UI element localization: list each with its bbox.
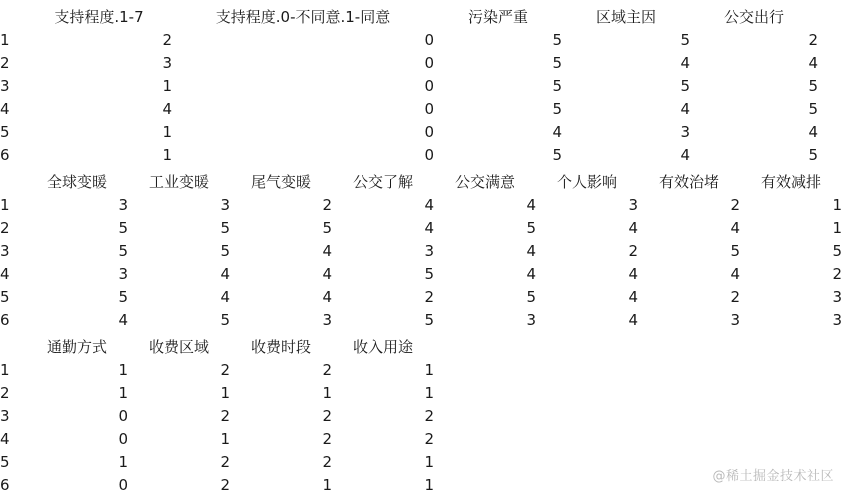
cell: 1 — [424, 384, 434, 402]
cell: 2 — [424, 407, 434, 425]
cell: 2 — [162, 31, 172, 49]
cell: 4 — [220, 288, 230, 306]
cell: 1 — [832, 196, 842, 214]
data-block-1 — [0, 0, 846, 167]
data-table-1 — [0, 6, 818, 167]
table-row — [0, 286, 842, 309]
cell: 5 — [220, 242, 230, 260]
cell: 3 — [730, 311, 740, 329]
cell: 1 — [162, 146, 172, 164]
table-header-row — [0, 171, 842, 194]
cell: 1 — [118, 384, 128, 402]
cell: 5 — [424, 311, 434, 329]
cell: 5 — [730, 242, 740, 260]
table-row — [0, 309, 842, 332]
cell: 0 — [118, 430, 128, 448]
row-index: 6 — [0, 146, 10, 164]
cell: 4 — [730, 219, 740, 237]
cell: 1 — [832, 219, 842, 237]
data-table-2 — [0, 171, 842, 332]
cell: 4 — [808, 54, 818, 72]
cell: 3 — [220, 196, 230, 214]
row-index: 4 — [0, 100, 10, 118]
row-index: 6 — [0, 476, 10, 494]
row-index: 1 — [0, 31, 10, 49]
table-row — [0, 121, 818, 144]
cell: 1 — [162, 77, 172, 95]
cell: 3 — [118, 196, 128, 214]
row-index: 3 — [0, 77, 10, 95]
cell: 4 — [680, 146, 690, 164]
cell: 4 — [526, 265, 536, 283]
row-index: 6 — [0, 311, 10, 329]
cell: 4 — [322, 288, 332, 306]
cell: 4 — [628, 219, 638, 237]
cell: 5 — [118, 242, 128, 260]
cell: 2 — [322, 407, 332, 425]
table-row — [0, 29, 818, 52]
cell: 2 — [424, 288, 434, 306]
cell: 5 — [808, 100, 818, 118]
cell: 1 — [424, 476, 434, 494]
cell: 1 — [322, 476, 332, 494]
row-index: 2 — [0, 54, 10, 72]
table-row — [0, 405, 434, 428]
table-row — [0, 240, 842, 263]
cell: 3 — [680, 123, 690, 141]
row-index: 5 — [0, 123, 10, 141]
column-header-区域主因: 区域主因 — [595, 8, 656, 26]
column-header-全球变暖: 全球变暖 — [46, 173, 107, 191]
table-row — [0, 52, 818, 75]
cell: 2 — [322, 453, 332, 471]
cell: 3 — [832, 311, 842, 329]
cell: 0 — [424, 31, 434, 49]
cell: 1 — [118, 453, 128, 471]
table-row — [0, 382, 434, 405]
cell: 4 — [680, 100, 690, 118]
cell: 5 — [552, 100, 562, 118]
row-index: 1 — [0, 196, 10, 214]
cell: 5 — [680, 31, 690, 49]
cell: 2 — [628, 242, 638, 260]
cell: 1 — [424, 453, 434, 471]
table-row — [0, 451, 434, 474]
cell: 2 — [220, 476, 230, 494]
cell: 5 — [552, 146, 562, 164]
row-index: 1 — [0, 361, 10, 379]
table-row — [0, 144, 818, 167]
table-row — [0, 98, 818, 121]
cell: 5 — [322, 219, 332, 237]
cell: 5 — [118, 288, 128, 306]
cell: 0 — [424, 100, 434, 118]
cell: 4 — [808, 123, 818, 141]
cell: 0 — [424, 77, 434, 95]
cell: 2 — [808, 31, 818, 49]
cell: 1 — [162, 123, 172, 141]
cell: 3 — [322, 311, 332, 329]
table-header-row — [0, 6, 818, 29]
column-header-个人影响: 个人影响 — [556, 173, 617, 191]
cell: 5 — [526, 288, 536, 306]
table-row — [0, 194, 842, 217]
cell: 0 — [424, 54, 434, 72]
cell: 0 — [118, 476, 128, 494]
cell: 2 — [730, 196, 740, 214]
cell: 0 — [424, 146, 434, 164]
cell: 5 — [808, 146, 818, 164]
cell: 5 — [680, 77, 690, 95]
table-row — [0, 75, 818, 98]
data-table-3 — [0, 336, 434, 497]
cell: 2 — [322, 361, 332, 379]
cell: 4 — [118, 311, 128, 329]
cell: 3 — [118, 265, 128, 283]
cell: 5 — [220, 219, 230, 237]
column-header-公交出行: 公交出行 — [723, 8, 784, 26]
row-index: 5 — [0, 453, 10, 471]
cell: 1 — [424, 361, 434, 379]
cell: 5 — [832, 242, 842, 260]
cell: 3 — [424, 242, 434, 260]
cell: 4 — [526, 196, 536, 214]
cell: 5 — [552, 77, 562, 95]
row-index-header — [0, 171, 26, 194]
column-header-支持程度1-7: 支持程度.1-7 — [54, 8, 144, 26]
row-index: 4 — [0, 265, 10, 283]
cell: 5 — [118, 219, 128, 237]
cell: 1 — [220, 384, 230, 402]
cell: 3 — [628, 196, 638, 214]
column-header-污染严重: 污染严重 — [467, 8, 528, 26]
row-index: 4 — [0, 430, 10, 448]
cell: 4 — [628, 265, 638, 283]
row-index-header — [0, 6, 26, 29]
cell: 4 — [628, 288, 638, 306]
cell: 2 — [322, 430, 332, 448]
row-index: 2 — [0, 384, 10, 402]
cell: 2 — [832, 265, 842, 283]
cell: 5 — [552, 54, 562, 72]
cell: 2 — [220, 453, 230, 471]
column-header-收费时段: 收费时段 — [250, 338, 311, 356]
cell: 0 — [118, 407, 128, 425]
row-index: 5 — [0, 288, 10, 306]
cell: 4 — [424, 219, 434, 237]
column-header-有效减排: 有效减排 — [760, 173, 821, 191]
table-row — [0, 217, 842, 240]
cell: 5 — [424, 265, 434, 283]
row-index: 2 — [0, 219, 10, 237]
column-header-尾气变暖: 尾气变暖 — [250, 173, 311, 191]
table-row — [0, 428, 434, 451]
column-header-收费区域: 收费区域 — [148, 338, 209, 356]
cell: 5 — [808, 77, 818, 95]
cell: 2 — [424, 430, 434, 448]
table-row — [0, 359, 434, 382]
watermark-label: @稀土掘金技术社区 — [712, 469, 834, 484]
cell: 1 — [220, 430, 230, 448]
row-index: 3 — [0, 242, 10, 260]
cell: 1 — [322, 384, 332, 402]
column-header-通勤方式: 通勤方式 — [46, 338, 107, 356]
cell: 4 — [552, 123, 562, 141]
cell: 4 — [526, 242, 536, 260]
table-row — [0, 263, 842, 286]
cell: 5 — [220, 311, 230, 329]
cell: 4 — [220, 265, 230, 283]
cell: 3 — [162, 54, 172, 72]
table-header-row — [0, 336, 434, 359]
cell: 4 — [322, 242, 332, 260]
row-index: 3 — [0, 407, 10, 425]
column-header-公交满意: 公交满意 — [454, 173, 515, 191]
cell: 1 — [118, 361, 128, 379]
row-index-header — [0, 336, 26, 359]
cell: 3 — [832, 288, 842, 306]
cell: 4 — [162, 100, 172, 118]
cell: 4 — [730, 265, 740, 283]
column-header-公交了解: 公交了解 — [352, 173, 413, 191]
data-block-2 — [0, 167, 846, 332]
cell: 4 — [680, 54, 690, 72]
column-header-支持程度0-1: 支持程度.0-不同意.1-同意 — [215, 8, 391, 26]
cell: 5 — [552, 31, 562, 49]
cell: 2 — [730, 288, 740, 306]
column-header-收入用途: 收入用途 — [352, 338, 413, 356]
column-header-工业变暖: 工业变暖 — [148, 173, 209, 191]
cell: 2 — [220, 407, 230, 425]
cell: 4 — [628, 311, 638, 329]
cell: 2 — [220, 361, 230, 379]
cell: 2 — [322, 196, 332, 214]
cell: 0 — [424, 123, 434, 141]
cell: 4 — [322, 265, 332, 283]
column-header-有效治堵: 有效治堵 — [658, 173, 719, 191]
cell: 5 — [526, 219, 536, 237]
cell: 4 — [424, 196, 434, 214]
cell: 3 — [526, 311, 536, 329]
